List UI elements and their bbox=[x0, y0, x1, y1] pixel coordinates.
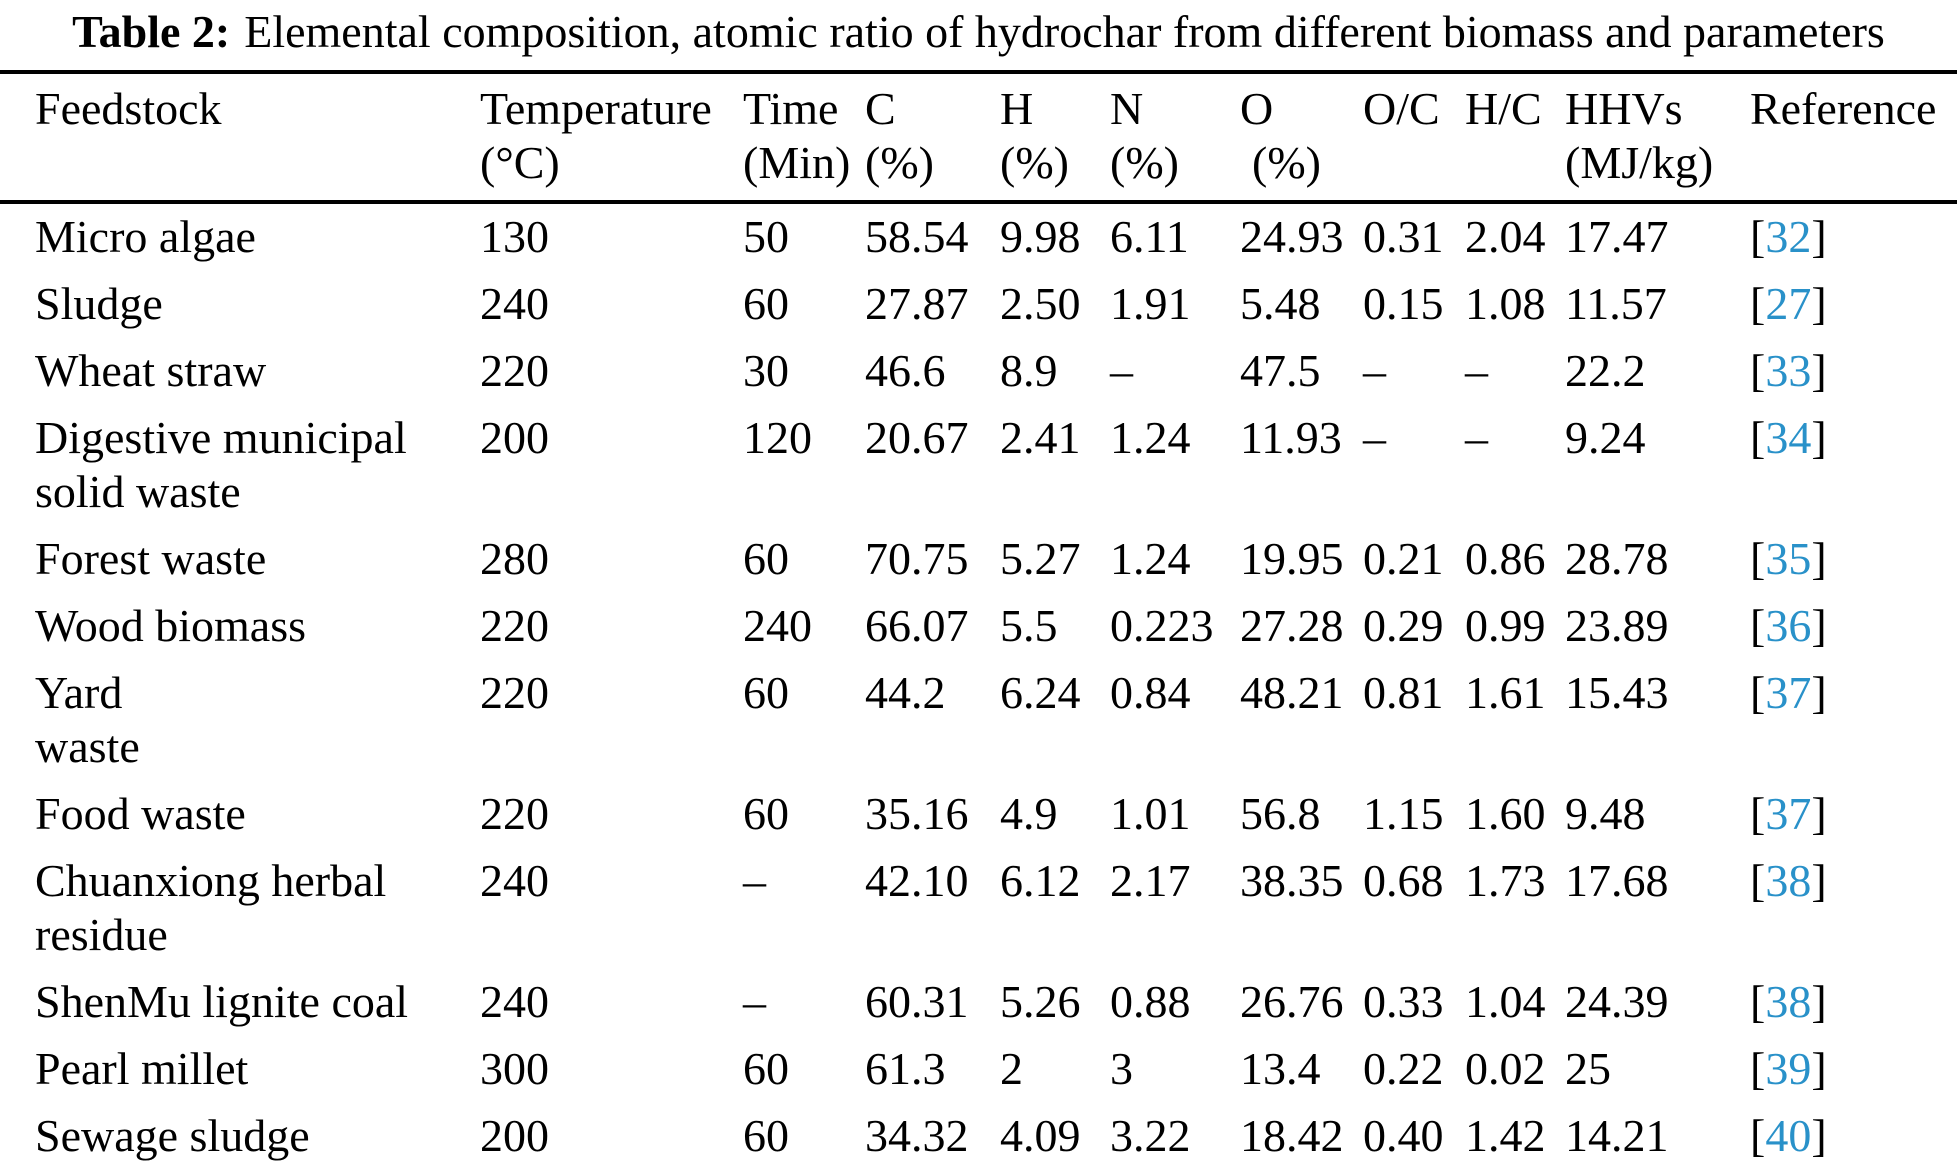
cell-hhv: 9.24 bbox=[1565, 412, 1646, 463]
table-caption-text: Elemental composition, atomic ratio of hydrochar from different biomass and parameters bbox=[244, 6, 1885, 57]
cell-hhv: 9.48 bbox=[1565, 788, 1646, 839]
cell-o: 47.5 bbox=[1240, 345, 1321, 396]
cell-reference bbox=[1750, 405, 1957, 526]
cell-oc: 0.22 bbox=[1363, 1043, 1444, 1094]
cell-hhv: 25 bbox=[1565, 1043, 1611, 1094]
cell-hc: 1.04 bbox=[1465, 976, 1546, 1027]
cell-feedstock bbox=[0, 848, 480, 969]
table-row bbox=[0, 781, 1957, 848]
cell-hc: 1.42 bbox=[1465, 1110, 1546, 1161]
cell-c: 61.3 bbox=[865, 1043, 946, 1094]
cell-oc: 0.21 bbox=[1363, 533, 1444, 584]
cell-reference bbox=[1750, 1103, 1957, 1161]
reference-bracket-open: [ bbox=[1750, 600, 1766, 651]
cell-n: 1.01 bbox=[1110, 788, 1191, 839]
reference-bracket-close: ] bbox=[1811, 1110, 1827, 1161]
cell-n: 0.223 bbox=[1110, 600, 1214, 651]
feedstock-name: waste bbox=[35, 721, 140, 772]
cell-h: 6.12 bbox=[1000, 855, 1081, 906]
reference-bracket-open: [ bbox=[1750, 1043, 1766, 1094]
cell-o: 48.21 bbox=[1240, 667, 1344, 718]
cell-oc: 0.15 bbox=[1363, 278, 1444, 329]
cell-hc: 1.73 bbox=[1465, 855, 1546, 906]
cell-temperature: 220 bbox=[480, 600, 549, 651]
table-row bbox=[0, 202, 1957, 271]
column-label: N bbox=[1110, 83, 1144, 134]
cell-hc: – bbox=[1465, 345, 1488, 396]
cell-hhv: 22.2 bbox=[1565, 345, 1646, 396]
cell-reference bbox=[1750, 593, 1957, 660]
cell-feedstock bbox=[0, 1103, 480, 1161]
cell-time: 60 bbox=[743, 278, 789, 329]
cell-n: – bbox=[1110, 345, 1133, 396]
cell-time: – bbox=[743, 855, 766, 906]
reference-link[interactable]: 35 bbox=[1765, 533, 1812, 584]
cell-reference bbox=[1750, 848, 1957, 969]
cell-hhv: 24.39 bbox=[1565, 976, 1669, 1027]
cell-oc: 0.29 bbox=[1363, 600, 1444, 651]
table-row bbox=[0, 969, 1957, 1036]
cell-hc: 1.60 bbox=[1465, 788, 1546, 839]
table-row bbox=[0, 848, 1957, 969]
reference-bracket-open: [ bbox=[1750, 211, 1766, 262]
column-header-time bbox=[743, 72, 865, 202]
reference-link[interactable]: 27 bbox=[1765, 278, 1812, 329]
table-row bbox=[0, 338, 1957, 405]
cell-h: 6.24 bbox=[1000, 667, 1081, 718]
reference-link[interactable]: 37 bbox=[1765, 788, 1812, 839]
cell-time: 50 bbox=[743, 211, 789, 262]
feedstock-name: Food waste bbox=[35, 788, 246, 839]
cell-reference bbox=[1750, 202, 1957, 271]
cell-oc: 0.68 bbox=[1363, 855, 1444, 906]
cell-c: 42.10 bbox=[865, 855, 969, 906]
cell-temperature: 240 bbox=[480, 278, 549, 329]
cell-hc: – bbox=[1465, 412, 1488, 463]
cell-hc: 0.02 bbox=[1465, 1043, 1546, 1094]
cell-c: 70.75 bbox=[865, 533, 969, 584]
cell-c: 58.54 bbox=[865, 211, 969, 262]
cell-oc: 0.40 bbox=[1363, 1110, 1444, 1161]
reference-link[interactable]: 32 bbox=[1765, 211, 1812, 262]
cell-temperature: 220 bbox=[480, 788, 549, 839]
column-header-c bbox=[865, 72, 1000, 202]
feedstock-name: solid waste bbox=[35, 466, 241, 517]
cell-temperature: 240 bbox=[480, 976, 549, 1027]
cell-feedstock bbox=[0, 271, 480, 338]
cell-time: 120 bbox=[743, 412, 812, 463]
cell-h: 2.41 bbox=[1000, 412, 1081, 463]
cell-reference bbox=[1750, 1036, 1957, 1103]
cell-feedstock bbox=[0, 1036, 480, 1103]
reference-link[interactable]: 37 bbox=[1765, 667, 1812, 718]
reference-bracket-open: [ bbox=[1750, 976, 1766, 1027]
cell-hc: 1.61 bbox=[1465, 667, 1546, 718]
cell-n: 3 bbox=[1110, 1043, 1133, 1094]
reference-bracket-close: ] bbox=[1811, 667, 1827, 718]
cell-time: 30 bbox=[743, 345, 789, 396]
cell-c: 44.2 bbox=[865, 667, 946, 718]
column-unit: (MJ/kg) bbox=[1565, 137, 1714, 188]
cell-reference bbox=[1750, 526, 1957, 593]
cell-n: 6.11 bbox=[1110, 211, 1189, 262]
reference-bracket-close: ] bbox=[1811, 855, 1827, 906]
column-unit: (Min) bbox=[743, 137, 851, 188]
cell-o: 38.35 bbox=[1240, 855, 1344, 906]
column-unit: (%) bbox=[1000, 137, 1069, 188]
reference-bracket-close: ] bbox=[1811, 412, 1827, 463]
column-label: H/C bbox=[1465, 83, 1542, 134]
cell-c: 60.31 bbox=[865, 976, 969, 1027]
table-row bbox=[0, 526, 1957, 593]
cell-reference bbox=[1750, 271, 1957, 338]
cell-c: 46.6 bbox=[865, 345, 946, 396]
cell-feedstock bbox=[0, 338, 480, 405]
cell-o: 24.93 bbox=[1240, 211, 1344, 262]
cell-reference bbox=[1750, 660, 1957, 781]
reference-bracket-close: ] bbox=[1811, 600, 1827, 651]
cell-hhv: 11.57 bbox=[1565, 278, 1667, 329]
cell-reference bbox=[1750, 969, 1957, 1036]
reference-bracket-close: ] bbox=[1811, 976, 1827, 1027]
cell-h: 5.26 bbox=[1000, 976, 1081, 1027]
cell-time: 240 bbox=[743, 600, 812, 651]
cell-n: 1.91 bbox=[1110, 278, 1191, 329]
column-label: Temperature bbox=[480, 83, 712, 134]
reference-bracket-open: [ bbox=[1750, 667, 1766, 718]
cell-hc: 0.86 bbox=[1465, 533, 1546, 584]
cell-hhv: 23.89 bbox=[1565, 600, 1669, 651]
table-row bbox=[0, 593, 1957, 660]
reference-bracket-close: ] bbox=[1811, 278, 1827, 329]
reference-bracket-open: [ bbox=[1750, 533, 1766, 584]
cell-oc: – bbox=[1363, 412, 1386, 463]
feedstock-name: Sludge bbox=[35, 278, 163, 329]
reference-bracket-open: [ bbox=[1750, 278, 1766, 329]
cell-feedstock bbox=[0, 969, 480, 1036]
feedstock-name: Wood biomass bbox=[35, 600, 307, 651]
cell-oc: 0.81 bbox=[1363, 667, 1444, 718]
elemental-composition-table bbox=[0, 70, 1957, 1161]
feedstock-name: Chuanxiong herbal bbox=[35, 855, 387, 906]
cell-temperature: 220 bbox=[480, 345, 549, 396]
feedstock-name: ShenMu lignite coal bbox=[35, 976, 409, 1027]
table-header bbox=[0, 72, 1957, 202]
reference-bracket-close: ] bbox=[1811, 1043, 1827, 1094]
reference-bracket-close: ] bbox=[1811, 788, 1827, 839]
column-unit: (°C) bbox=[480, 137, 560, 188]
cell-hhv: 14.21 bbox=[1565, 1110, 1669, 1161]
cell-h: 5.27 bbox=[1000, 533, 1081, 584]
column-unit: (%) bbox=[1252, 137, 1321, 188]
cell-oc: 0.33 bbox=[1363, 976, 1444, 1027]
column-header-feedstock bbox=[0, 72, 480, 202]
cell-time: 60 bbox=[743, 533, 789, 584]
feedstock-name: Micro algae bbox=[35, 211, 256, 262]
cell-h: 4.9 bbox=[1000, 788, 1058, 839]
table-row bbox=[0, 1103, 1957, 1161]
reference-link[interactable]: 33 bbox=[1765, 345, 1812, 396]
cell-feedstock bbox=[0, 781, 480, 848]
table-row bbox=[0, 405, 1957, 526]
reference-link[interactable]: 38 bbox=[1765, 855, 1812, 906]
cell-h: 4.09 bbox=[1000, 1110, 1081, 1161]
cell-time: 60 bbox=[743, 788, 789, 839]
reference-link[interactable]: 39 bbox=[1765, 1043, 1812, 1094]
cell-temperature: 200 bbox=[480, 412, 549, 463]
column-label: O bbox=[1240, 83, 1274, 134]
cell-o: 18.42 bbox=[1240, 1110, 1344, 1161]
cell-feedstock bbox=[0, 593, 480, 660]
cell-temperature: 130 bbox=[480, 211, 549, 262]
feedstock-name: residue bbox=[35, 909, 168, 960]
reference-bracket-open: [ bbox=[1750, 345, 1766, 396]
cell-h: 2.50 bbox=[1000, 278, 1081, 329]
cell-hhv: 17.68 bbox=[1565, 855, 1669, 906]
reference-link[interactable]: 38 bbox=[1765, 976, 1812, 1027]
column-header-hhvs bbox=[1565, 72, 1750, 202]
cell-o: 27.28 bbox=[1240, 600, 1344, 651]
reference-bracket-close: ] bbox=[1811, 211, 1827, 262]
column-header-temperature bbox=[480, 72, 743, 202]
feedstock-name: Sewage sludge bbox=[35, 1110, 310, 1161]
cell-oc: – bbox=[1363, 345, 1386, 396]
table-caption-number: Table 2: bbox=[72, 6, 231, 57]
column-label: Reference bbox=[1750, 83, 1937, 134]
feedstock-name: Wheat straw bbox=[35, 345, 267, 396]
cell-o: 56.8 bbox=[1240, 788, 1321, 839]
reference-bracket-open: [ bbox=[1750, 412, 1766, 463]
feedstock-name: Digestive municipal bbox=[35, 412, 407, 463]
cell-hhv: 28.78 bbox=[1565, 533, 1669, 584]
cell-h: 8.9 bbox=[1000, 345, 1058, 396]
feedstock-name: Forest waste bbox=[35, 533, 267, 584]
cell-oc: 0.31 bbox=[1363, 211, 1444, 262]
cell-o: 26.76 bbox=[1240, 976, 1344, 1027]
cell-temperature: 300 bbox=[480, 1043, 549, 1094]
reference-link[interactable]: 36 bbox=[1765, 600, 1812, 651]
cell-h: 9.98 bbox=[1000, 211, 1081, 262]
cell-c: 27.87 bbox=[865, 278, 969, 329]
column-header-o bbox=[1240, 72, 1363, 202]
cell-reference bbox=[1750, 781, 1957, 848]
column-header-h-c bbox=[1465, 72, 1565, 202]
cell-h: 5.5 bbox=[1000, 600, 1058, 651]
table-row bbox=[0, 271, 1957, 338]
cell-temperature: 200 bbox=[480, 1110, 549, 1161]
cell-temperature: 280 bbox=[480, 533, 549, 584]
reference-bracket-open: [ bbox=[1750, 788, 1766, 839]
cell-time: 60 bbox=[743, 667, 789, 718]
cell-feedstock bbox=[0, 660, 480, 781]
cell-feedstock bbox=[0, 526, 480, 593]
table-header-row bbox=[0, 72, 1957, 202]
cell-o: 5.48 bbox=[1240, 278, 1321, 329]
reference-bracket-close: ] bbox=[1811, 345, 1827, 396]
cell-reference bbox=[1750, 338, 1957, 405]
column-header-reference bbox=[1750, 72, 1957, 202]
cell-feedstock bbox=[0, 202, 480, 271]
cell-hhv: 17.47 bbox=[1565, 211, 1669, 262]
column-label: HHVs bbox=[1565, 83, 1683, 134]
column-label: Feedstock bbox=[35, 83, 222, 134]
cell-oc: 1.15 bbox=[1363, 788, 1444, 839]
column-label: C bbox=[865, 83, 896, 134]
cell-time: 60 bbox=[743, 1043, 789, 1094]
reference-bracket-close: ] bbox=[1811, 533, 1827, 584]
column-header-h bbox=[1000, 72, 1110, 202]
cell-n: 0.88 bbox=[1110, 976, 1191, 1027]
column-unit: (%) bbox=[1110, 137, 1179, 188]
column-label: Time bbox=[743, 83, 839, 134]
feedstock-name: Pearl millet bbox=[35, 1043, 249, 1094]
column-label: H bbox=[1000, 83, 1034, 134]
cell-time: 60 bbox=[743, 1110, 789, 1161]
cell-c: 20.67 bbox=[865, 412, 969, 463]
column-header-o-c bbox=[1363, 72, 1465, 202]
cell-time: – bbox=[743, 976, 766, 1027]
reference-bracket-open: [ bbox=[1750, 1110, 1766, 1161]
reference-bracket-open: [ bbox=[1750, 855, 1766, 906]
cell-c: 34.32 bbox=[865, 1110, 969, 1161]
cell-temperature: 220 bbox=[480, 667, 549, 718]
cell-hc: 2.04 bbox=[1465, 211, 1546, 262]
table-row bbox=[0, 660, 1957, 781]
feedstock-name: Yard bbox=[35, 667, 123, 718]
cell-hc: 0.99 bbox=[1465, 600, 1546, 651]
reference-link[interactable]: 34 bbox=[1765, 412, 1812, 463]
cell-temperature: 240 bbox=[480, 855, 549, 906]
cell-n: 0.84 bbox=[1110, 667, 1191, 718]
cell-hhv: 15.43 bbox=[1565, 667, 1669, 718]
column-label: O/C bbox=[1363, 83, 1440, 134]
cell-n: 2.17 bbox=[1110, 855, 1191, 906]
column-header-n bbox=[1110, 72, 1240, 202]
table-row bbox=[0, 1036, 1957, 1103]
cell-c: 35.16 bbox=[865, 788, 969, 839]
cell-feedstock bbox=[0, 405, 480, 526]
table-caption bbox=[0, 0, 1957, 70]
cell-h: 2 bbox=[1000, 1043, 1023, 1094]
reference-link[interactable]: 40 bbox=[1765, 1110, 1812, 1161]
cell-o: 19.95 bbox=[1240, 533, 1344, 584]
cell-o: 11.93 bbox=[1240, 412, 1342, 463]
cell-o: 13.4 bbox=[1240, 1043, 1321, 1094]
cell-n: 1.24 bbox=[1110, 412, 1191, 463]
cell-n: 3.22 bbox=[1110, 1110, 1191, 1161]
cell-n: 1.24 bbox=[1110, 533, 1191, 584]
cell-c: 66.07 bbox=[865, 600, 969, 651]
column-unit: (%) bbox=[865, 137, 934, 188]
cell-hc: 1.08 bbox=[1465, 278, 1546, 329]
